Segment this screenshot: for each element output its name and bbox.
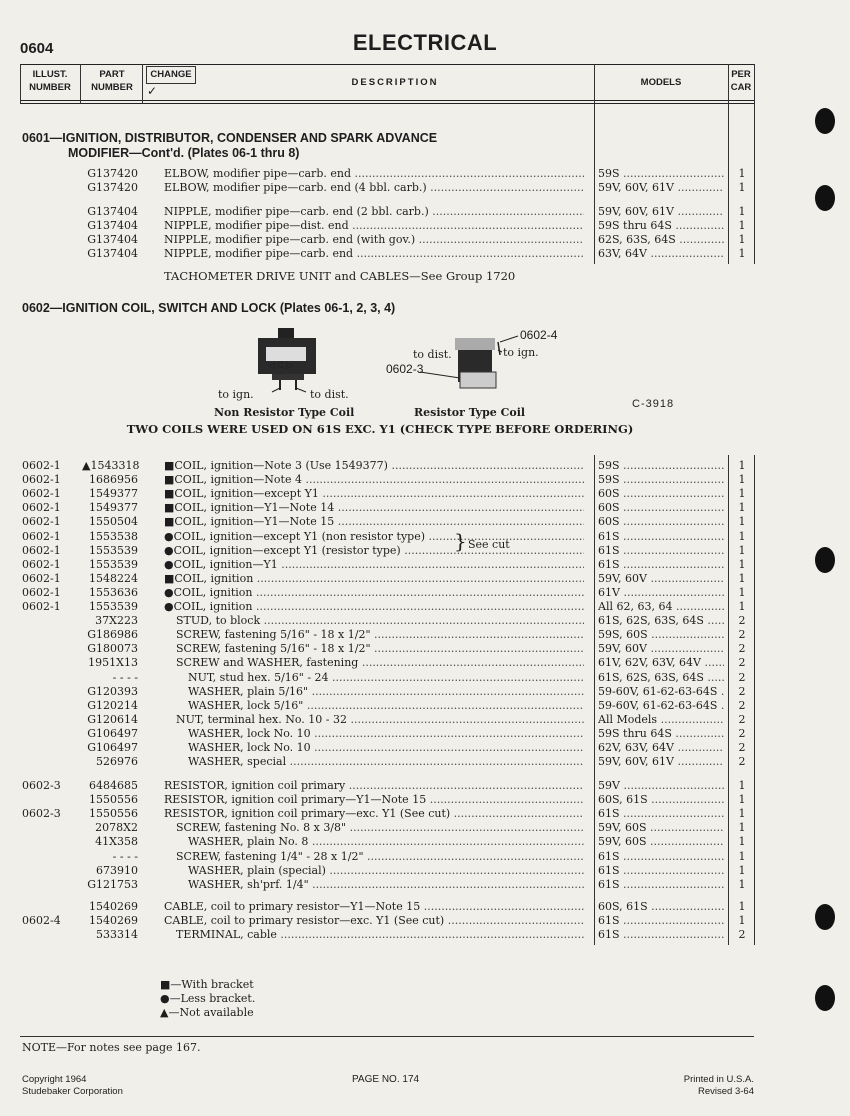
left-dist-arrow (296, 388, 306, 392)
part-number: 1686956 (89, 473, 138, 487)
table-row (0, 642, 850, 656)
illust-number: 0602-3 (22, 779, 61, 792)
part-number: - - - - (112, 849, 138, 863)
table-row (0, 699, 850, 713)
models: 60S, 61S ..... (598, 793, 724, 807)
part-description: SCREW, fastening 5/16" - 18 x 1/2" ..... (176, 628, 584, 642)
binder-hole-5 (815, 985, 835, 1011)
models: 61S ..... (598, 544, 724, 558)
per-car: 2 (738, 614, 746, 628)
printed-line2: Revised 3-64 (698, 1086, 754, 1097)
binder-hole-4 (815, 904, 835, 930)
part-description: ●COIL, ignition—Y1 ..... (164, 558, 584, 572)
per-car: 2 (738, 698, 746, 712)
models: 61S ..... (598, 878, 724, 892)
models: 59V, 60S ..... (598, 821, 724, 835)
per-car: 1 (738, 863, 746, 877)
per-car: 2 (738, 928, 746, 941)
coil-figure (200, 320, 620, 420)
models: 61V, 62V, 63V, 64V ..... (598, 656, 724, 670)
part-number: 1951X13 (88, 656, 138, 670)
illust-number: 0602-1 (22, 473, 61, 487)
col-part-line2: NUMBER (91, 82, 133, 93)
part-description: WASHER, lock No. 10 ..... (188, 741, 584, 755)
table-row (0, 247, 850, 261)
part-description: ●COIL, ignition ..... (164, 586, 584, 600)
part-number: G106497 (87, 741, 138, 754)
col-per-line2: CAR (730, 82, 752, 93)
part-number: 1540269 (89, 914, 138, 927)
section-0602-title: 0602—IGNITION COIL, SWITCH AND LOCK (Plates 06-1, 2, 3, 4) (22, 301, 396, 315)
part-description: RESISTOR, ignition coil primary—exc. Y1 (See cut) ..... (164, 807, 584, 821)
callout-left-line (420, 372, 460, 378)
page-title: ELECTRICAL (352, 30, 498, 55)
per-car: 1 (738, 557, 746, 571)
part-description: CABLE, coil to primary resistor—exc. Y1 (See cut) ..... (164, 914, 584, 928)
table-row (0, 544, 850, 558)
table-row (0, 727, 850, 741)
binder-hole-1 (815, 108, 835, 134)
printed-info (650, 1074, 754, 1098)
header-bottom-rule (20, 100, 754, 101)
part-number: 1550504 (89, 515, 138, 529)
table-row (0, 586, 850, 600)
binder-hole-3 (815, 547, 835, 573)
table-row (0, 671, 850, 685)
table-row (0, 779, 850, 793)
models: 59-60V, 61-62-63-64S ..... (598, 685, 724, 699)
part-number: 1553539 (89, 557, 138, 571)
per-car: 1 (738, 877, 746, 891)
right-to-dist: to dist. (413, 348, 452, 361)
see-cut-label: See cut (468, 538, 510, 551)
illust-number: 0602-1 (22, 529, 61, 543)
per-car: 2 (738, 684, 746, 698)
col-desc-header: DESCRIPTION (351, 77, 439, 88)
table-row (0, 793, 850, 807)
per-car: 1 (738, 793, 746, 807)
models: 61S ..... (598, 850, 724, 864)
part-description: WASHER, lock No. 10 ..... (188, 727, 584, 741)
illust-number: 0602-1 (22, 543, 61, 557)
illust-number: 0602-1 (22, 459, 61, 472)
illust-number: 0602-1 (22, 557, 61, 571)
table-row (0, 233, 850, 247)
part-number: 2078X2 (95, 821, 138, 835)
header-bottom-rule-2 (20, 103, 754, 104)
models: 62V, 63V, 64V ..... (598, 741, 724, 755)
right-cable (498, 342, 500, 355)
table-row (0, 614, 850, 628)
models: 59S thru 64S ..... (598, 219, 724, 233)
models: 62S, 63S, 64S ..... (598, 233, 724, 247)
per-car: 1 (738, 585, 746, 599)
left-ign-arrow (272, 388, 280, 392)
coil-warning: TWO COILS WERE USED ON 61S EXC. Y1 (CHECK TYPE BEFORE ORDERING) (126, 422, 634, 436)
part-number: G137404 (87, 205, 138, 218)
models: 61S ..... (598, 807, 724, 821)
models: 61S ..... (598, 914, 724, 928)
part-description: ●COIL, ignition—except Y1 (resistor type) ..... (164, 544, 584, 558)
copyright-line2: Studebaker Corporation (22, 1086, 123, 1097)
table-row (0, 821, 850, 835)
left-coil-plate-text: ◁ C ▷ (268, 360, 294, 370)
models: 59V, 60V, 61V ..... (598, 181, 724, 195)
table-row (0, 515, 850, 529)
table-row (0, 205, 850, 219)
table-row (0, 219, 850, 233)
table-row (0, 181, 850, 195)
part-number: 1540269 (89, 900, 138, 913)
part-description: SCREW, fastening 1/4" - 28 x 1/2" ..... (176, 850, 584, 864)
per-car: 1 (738, 529, 746, 543)
part-description: SCREW, fastening No. 8 x 3/8" ..... (176, 821, 584, 835)
table-row (0, 473, 850, 487)
copyright-line1: Copyright 1964 (22, 1074, 87, 1085)
models: 59S ..... (598, 473, 724, 487)
table-row (0, 807, 850, 821)
part-description: TERMINAL, cable ..... (176, 928, 584, 942)
per-car: 2 (738, 741, 746, 754)
part-description: NIPPLE, modifier pipe—carb. end (2 bbl. carb.) ..... (164, 205, 584, 219)
table-row (0, 850, 850, 864)
part-description: NUT, stud hex. 5/16" - 24 ..... (188, 671, 584, 685)
illust-number: 0602-1 (22, 600, 61, 613)
part-number: 1549377 (89, 501, 138, 515)
col-part-line1: PART (99, 69, 125, 80)
per-car: 1 (738, 515, 746, 529)
left-to-ign: to ign. (218, 388, 254, 401)
part-description: CABLE, coil to primary resistor—Y1—Note 15 ..... (164, 900, 584, 914)
callout-0602-4: 0602-4 (520, 328, 558, 342)
table-row (0, 900, 850, 914)
rule-left (20, 64, 21, 104)
per-car: 1 (738, 821, 746, 835)
part-number: 1553539 (89, 543, 138, 557)
legend-with-bracket-text: —With bracket (170, 978, 254, 991)
per-car: 1 (738, 473, 746, 487)
part-description: ELBOW, modifier pipe—carb. end (4 bbl. carb.) ..... (164, 181, 584, 195)
table-row (0, 835, 850, 849)
table-row (0, 755, 850, 769)
part-description: ■COIL, ignition—Y1—Note 15 ..... (164, 515, 584, 529)
col-change-header: CHANGE (146, 66, 196, 84)
legend-triangle-icon: ▲ (160, 1006, 169, 1019)
part-description: NIPPLE, modifier pipe—dist. end ..... (164, 219, 584, 233)
part-number: 1553539 (89, 600, 138, 613)
models: All Models ..... (598, 713, 724, 727)
models: 61S ..... (598, 558, 724, 572)
col-models-header: MODELS (640, 77, 682, 88)
models: 59V, 60V, 61V ..... (598, 205, 724, 219)
binder-hole-2 (815, 185, 835, 211)
col-illust-header (22, 68, 78, 94)
rule-part (142, 64, 143, 104)
models: All 62, 63, 64 ..... (598, 600, 724, 614)
left-coil-label-plate (266, 347, 306, 361)
part-description: ELBOW, modifier pipe—carb. end ..... (164, 167, 584, 181)
table-row (0, 600, 850, 614)
part-number: 1553636 (89, 585, 138, 599)
illust-number: 0602-1 (22, 501, 61, 515)
models: 60S ..... (598, 487, 724, 501)
page-code: 0604 (20, 40, 54, 57)
part-number: G120214 (87, 698, 138, 712)
illust-number: 0602-1 (22, 515, 61, 529)
part-number: 1550556 (89, 807, 138, 821)
part-description: ■COIL, ignition ..... (164, 572, 584, 586)
per-car: 1 (738, 167, 746, 180)
col-part-header (84, 68, 140, 94)
col-illust-line2: NUMBER (29, 82, 71, 93)
callout-top-line (500, 336, 518, 342)
table-row (0, 487, 850, 501)
part-number: ▲1543318 (82, 459, 140, 472)
legend-not-available-text: —Not available (168, 1006, 254, 1019)
legend-with-bracket (160, 978, 254, 991)
models: 59-60V, 61-62-63-64S ..... (598, 699, 724, 713)
part-description: WASHER, plain 5/16" ..... (188, 685, 584, 699)
illust-number: 0602-1 (22, 571, 61, 585)
tachometer-note: TACHOMETER DRIVE UNIT and CABLES—See Group 1720 (164, 269, 516, 283)
legend-dot-icon: ● (160, 992, 170, 1005)
models: 59S, 60S ..... (598, 628, 724, 642)
per-car: 1 (738, 571, 746, 585)
copyright (22, 1074, 123, 1098)
part-description: ■COIL, ignition—Y1—Note 14 ..... (164, 501, 584, 515)
models: 63V, 64V ..... (598, 247, 724, 261)
part-number: G120614 (87, 712, 138, 726)
part-number: 533314 (96, 928, 138, 941)
legend-less-bracket (160, 992, 255, 1005)
part-number: G137420 (87, 181, 138, 194)
table-row (0, 928, 850, 942)
per-car: 2 (738, 726, 746, 740)
part-description: STUD, to block ..... (176, 614, 584, 628)
models: 61S, 62S, 63S, 64S ..... (598, 671, 724, 685)
part-description: SCREW and WASHER, fastening ..... (176, 656, 584, 670)
part-number: G120393 (87, 684, 138, 698)
per-car: 1 (738, 487, 746, 501)
printed-line1: Printed in U.S.A. (683, 1074, 754, 1085)
right-coil-resistor (460, 372, 496, 388)
per-car: 1 (738, 849, 746, 863)
table-row (0, 628, 850, 642)
per-car: 1 (738, 205, 746, 218)
left-coil-base (272, 374, 304, 380)
table-row (0, 167, 850, 181)
part-description: ■COIL, ignition—except Y1 ..... (164, 487, 584, 501)
col-per-line1: PER (731, 69, 751, 80)
per-car: 2 (738, 712, 746, 726)
part-description: WASHER, plain (special) ..... (188, 864, 584, 878)
models: 59V, 60V ..... (598, 572, 724, 586)
page-number: PAGE NO. 174 (352, 1074, 420, 1085)
per-car: 1 (738, 219, 746, 232)
part-number: 526976 (96, 755, 138, 769)
table-row (0, 572, 850, 586)
per-car: 1 (738, 181, 746, 194)
table-row (0, 558, 850, 572)
part-description: ●COIL, ignition ..... (164, 600, 584, 614)
part-number: G106497 (87, 726, 138, 740)
col-illust-line1: ILLUST. (32, 69, 68, 80)
part-description: WASHER, sh'prf. 1/4" ..... (188, 878, 584, 892)
footer-rule (20, 1036, 754, 1037)
table-row (0, 741, 850, 755)
table-row (0, 530, 850, 544)
left-coil-caption: Non Resistor Type Coil (214, 406, 355, 419)
part-description: WASHER, special ..... (188, 755, 584, 769)
part-number: 6484685 (89, 779, 138, 792)
table-row (0, 713, 850, 727)
models: 59S thru 64S ..... (598, 727, 724, 741)
models: 61S ..... (598, 530, 724, 544)
part-number: 37X223 (95, 614, 138, 628)
right-coil-bracket (455, 338, 495, 350)
per-car: 1 (738, 600, 746, 613)
per-car: 1 (738, 501, 746, 515)
section-0601-title-1: 0601—IGNITION, DISTRIBUTOR, CONDENSER AND SPARK ADVANCE (22, 131, 438, 145)
part-number: G121753 (87, 877, 138, 891)
per-car: 1 (738, 914, 746, 927)
per-car: 1 (738, 247, 746, 260)
illust-number: 0602-4 (22, 914, 61, 927)
models: 59V ..... (598, 779, 724, 793)
illust-number: 0602-1 (22, 487, 61, 501)
left-to-dist: to dist. (310, 388, 349, 401)
legend-not-available (160, 1006, 254, 1019)
part-description: NIPPLE, modifier pipe—carb. end ..... (164, 247, 584, 261)
part-number: 1550556 (89, 793, 138, 807)
part-description: RESISTOR, ignition coil primary—Y1—Note 15 ..... (164, 793, 584, 807)
models: 59V, 60V, 61V ..... (598, 755, 724, 769)
part-number: G137404 (87, 233, 138, 246)
models: 60S, 61S ..... (598, 900, 724, 914)
part-number: G137404 (87, 219, 138, 232)
part-number: 1548224 (89, 571, 138, 585)
illust-number: 0602-1 (22, 585, 61, 599)
models: 60S ..... (598, 515, 724, 529)
part-description: RESISTOR, ignition coil primary ..... (164, 779, 584, 793)
per-car: 2 (738, 642, 746, 656)
table-row (0, 656, 850, 670)
part-number: 673910 (96, 863, 138, 877)
see-cut-brace: } (454, 529, 467, 553)
table-row (0, 685, 850, 699)
models: 61S ..... (598, 864, 724, 878)
header-top-rule (20, 64, 754, 65)
part-description: WASHER, lock 5/16" ..... (188, 699, 584, 713)
per-car: 1 (738, 543, 746, 557)
right-coil-caption: Resistor Type Coil (414, 406, 526, 419)
models: 59V, 60V ..... (598, 642, 724, 656)
part-number: 1549377 (89, 487, 138, 501)
models: 59S ..... (598, 167, 724, 181)
change-check-icon: ✓ (147, 84, 158, 98)
per-car: 1 (738, 779, 746, 792)
part-description: ■COIL, ignition—Note 4 ..... (164, 473, 584, 487)
table-row (0, 459, 850, 473)
models: 61S ..... (598, 928, 724, 942)
per-car: 1 (738, 233, 746, 246)
part-number: G137420 (87, 167, 138, 180)
part-number: G180073 (87, 642, 138, 656)
part-number: G137404 (87, 247, 138, 260)
legend-less-bracket-text: —Less bracket. (169, 992, 256, 1005)
models: 61V ..... (598, 586, 724, 600)
part-number: 1553538 (89, 529, 138, 543)
part-description: WASHER, plain No. 8 ..... (188, 835, 584, 849)
right-to-ign: to ign. (503, 346, 539, 359)
part-description: NUT, terminal hex. No. 10 - 32 ..... (176, 713, 584, 727)
col-per-header (728, 68, 754, 94)
part-description: NIPPLE, modifier pipe—carb. end (with gov.) ..... (164, 233, 584, 247)
section-0601-title-2: MODIFIER—Cont'd. (Plates 06-1 thru 8) (68, 146, 300, 160)
per-car: 2 (738, 670, 746, 684)
per-car: 1 (738, 459, 746, 472)
part-description: ■COIL, ignition—Note 3 (Use 1549377) ..... (164, 459, 584, 473)
table-row (0, 501, 850, 515)
per-car: 1 (738, 835, 746, 849)
part-description: ●COIL, ignition—except Y1 (non resistor type) ..... (164, 530, 584, 544)
callout-0602-3: 0602-3 (386, 362, 424, 376)
models: 60S ..... (598, 501, 724, 515)
per-car: 2 (738, 628, 746, 642)
models: 59S ..... (598, 459, 724, 473)
models: 59V, 60S ..... (598, 835, 724, 849)
rule-illust (80, 64, 81, 104)
part-number: G186986 (87, 628, 138, 642)
per-car: 1 (738, 807, 746, 821)
table-row (0, 878, 850, 892)
illust-number: 0602-3 (22, 807, 61, 821)
per-car: 1 (738, 900, 746, 913)
part-number: - - - - (112, 670, 138, 684)
per-car: 2 (738, 656, 746, 670)
table-row (0, 914, 850, 928)
legend-square-icon: ■ (160, 978, 171, 991)
figure-code: C-3918 (632, 398, 675, 410)
part-description: SCREW, fastening 5/16" - 18 x 1/2" ..... (176, 642, 584, 656)
per-car: 2 (738, 755, 746, 769)
part-number: 41X358 (95, 835, 138, 849)
table-row (0, 864, 850, 878)
models: 61S, 62S, 63S, 64S ..... (598, 614, 724, 628)
footer-note: NOTE—For notes see page 167. (22, 1041, 201, 1054)
